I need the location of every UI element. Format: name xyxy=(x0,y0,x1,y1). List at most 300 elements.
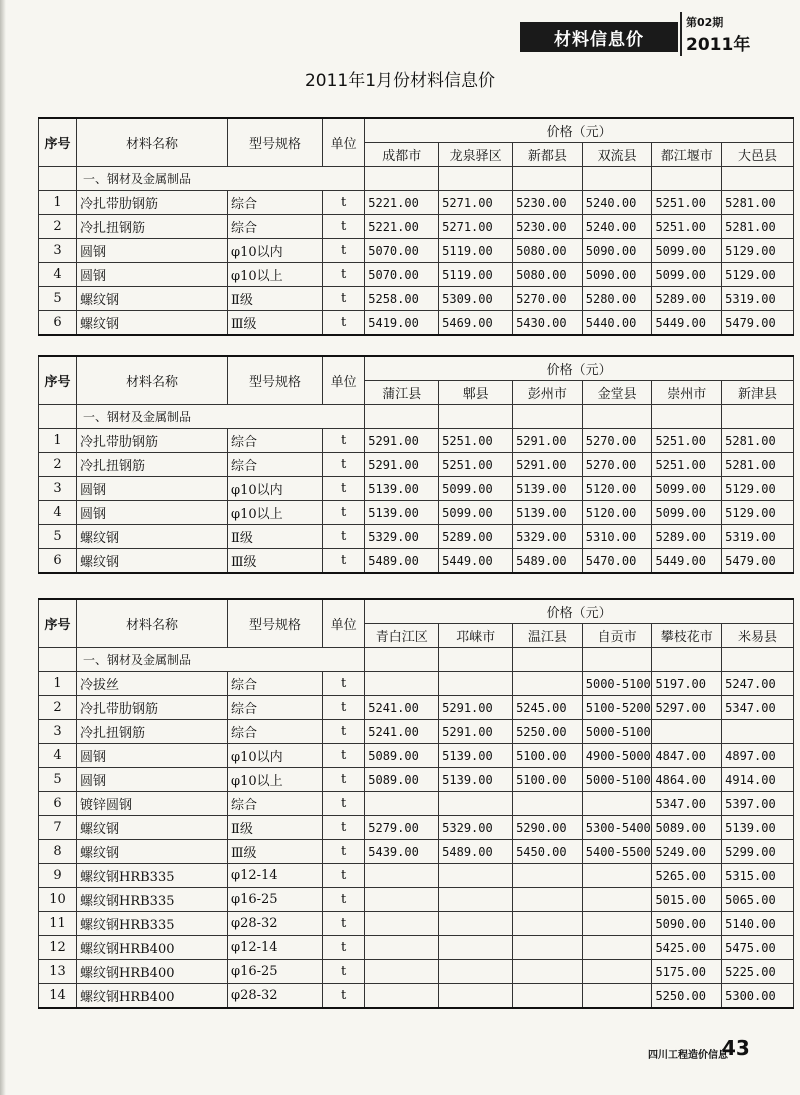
price-cell: 5300.00 xyxy=(722,984,794,1009)
material-spec: φ10以内 xyxy=(227,477,322,501)
material-name: 螺纹钢HRB335 xyxy=(77,912,228,936)
price-cell xyxy=(439,912,513,936)
table-row xyxy=(39,960,794,984)
empty-cell xyxy=(652,405,722,429)
price-cell: 4864.00 xyxy=(652,768,722,792)
unit-cell: t xyxy=(323,501,365,525)
material-spec: Ⅲ级 xyxy=(227,549,322,574)
price-cell xyxy=(513,672,583,696)
row-seq: 1 xyxy=(39,672,77,696)
price-cell: 5000-5100 xyxy=(582,672,652,696)
price-cell xyxy=(365,936,439,960)
section-label: 一、钢材及金属制品 xyxy=(77,648,365,672)
row-seq: 14 xyxy=(39,984,77,1009)
column-header-name: 材料名称 xyxy=(77,356,228,405)
price-cell: 5400-5500 xyxy=(582,840,652,864)
unit-cell: t xyxy=(323,840,365,864)
table-row xyxy=(39,239,794,263)
price-cell: 5099.00 xyxy=(439,501,513,525)
table-row xyxy=(39,215,794,239)
column-header-spec: 型号规格 xyxy=(227,118,322,167)
price-cell: 5469.00 xyxy=(439,311,513,336)
empty-cell xyxy=(513,405,583,429)
empty-cell xyxy=(722,167,794,191)
empty-cell xyxy=(582,648,652,672)
price-cell: 5265.00 xyxy=(652,864,722,888)
material-name: 冷扎带肋钢筋 xyxy=(77,191,228,215)
unit-cell: t xyxy=(323,912,365,936)
price-cell xyxy=(365,888,439,912)
material-spec: φ10以上 xyxy=(227,768,322,792)
price-cell: 5119.00 xyxy=(439,239,513,263)
row-seq: 3 xyxy=(39,477,77,501)
price-cell xyxy=(513,888,583,912)
price-cell: 5099.00 xyxy=(652,263,722,287)
section-row xyxy=(39,405,794,429)
material-spec: φ28-32 xyxy=(227,984,322,1009)
empty-cell xyxy=(365,648,439,672)
table-row xyxy=(39,696,794,720)
row-seq: 2 xyxy=(39,215,77,239)
price-cell xyxy=(439,960,513,984)
unit-cell: t xyxy=(323,239,365,263)
price-cell: 5119.00 xyxy=(439,263,513,287)
price-cell: 5129.00 xyxy=(722,477,794,501)
table-row xyxy=(39,720,794,744)
price-cell: 5000-5100 xyxy=(582,720,652,744)
price-cell: 5281.00 xyxy=(722,453,794,477)
material-spec: φ16-25 xyxy=(227,960,322,984)
price-cell xyxy=(439,864,513,888)
city-header: 温江县 xyxy=(513,624,583,648)
column-header-price: 价格（元） xyxy=(365,599,794,624)
material-spec: φ10以内 xyxy=(227,239,322,263)
price-cell: 5099.00 xyxy=(652,477,722,501)
price-cell xyxy=(439,888,513,912)
unit-cell: t xyxy=(323,816,365,840)
section-seq-cell xyxy=(39,405,77,429)
empty-cell xyxy=(582,167,652,191)
city-header: 双流县 xyxy=(582,143,652,167)
table-row xyxy=(39,311,794,336)
material-spec: Ⅱ级 xyxy=(227,287,322,311)
price-cell: 5299.00 xyxy=(722,840,794,864)
unit-cell: t xyxy=(323,768,365,792)
page-number: 43 xyxy=(722,1036,750,1060)
price-cell: 5129.00 xyxy=(722,239,794,263)
price-cell: 5129.00 xyxy=(722,263,794,287)
unit-cell: t xyxy=(323,215,365,239)
price-cell: 5319.00 xyxy=(722,287,794,311)
price-cell: 5070.00 xyxy=(365,239,439,263)
price-cell: 5139.00 xyxy=(513,477,583,501)
price-cell: 5139.00 xyxy=(513,501,583,525)
price-cell: 5309.00 xyxy=(439,287,513,311)
material-spec: Ⅱ级 xyxy=(227,816,322,840)
empty-cell xyxy=(365,405,439,429)
material-name: 螺纹钢 xyxy=(77,287,228,311)
material-name: 圆钢 xyxy=(77,768,228,792)
price-cell: 5099.00 xyxy=(439,477,513,501)
table-row xyxy=(39,816,794,840)
city-header: 米易县 xyxy=(722,624,794,648)
price-cell: 5270.00 xyxy=(513,287,583,311)
price-cell: 5479.00 xyxy=(722,311,794,336)
price-cell: 5241.00 xyxy=(365,696,439,720)
table-row xyxy=(39,549,794,574)
city-header: 成都市 xyxy=(365,143,439,167)
price-cell: 5080.00 xyxy=(513,239,583,263)
price-cell: 5090.00 xyxy=(582,239,652,263)
unit-cell: t xyxy=(323,672,365,696)
unit-cell: t xyxy=(323,960,365,984)
publication-name: 四川工程造价信息 xyxy=(648,1050,728,1061)
column-header-unit: 单位 xyxy=(323,356,365,405)
column-header-price: 价格（元） xyxy=(365,118,794,143)
material-spec: Ⅲ级 xyxy=(227,840,322,864)
price-cell xyxy=(513,936,583,960)
price-cell: 5240.00 xyxy=(582,191,652,215)
unit-cell: t xyxy=(323,429,365,453)
price-cell: 5440.00 xyxy=(582,311,652,336)
material-name: 圆钢 xyxy=(77,744,228,768)
material-spec: φ12-14 xyxy=(227,864,322,888)
price-cell: 5300-5400 xyxy=(582,816,652,840)
column-header-name: 材料名称 xyxy=(77,599,228,648)
city-header: 青白江区 xyxy=(365,624,439,648)
price-cell: 5449.00 xyxy=(652,549,722,574)
material-spec: 综合 xyxy=(227,696,322,720)
column-header-seq: 序号 xyxy=(39,599,77,648)
row-seq: 12 xyxy=(39,936,77,960)
price-cell xyxy=(722,720,794,744)
material-spec: φ16-25 xyxy=(227,888,322,912)
row-seq: 13 xyxy=(39,960,77,984)
price-cell: 5080.00 xyxy=(513,263,583,287)
empty-cell xyxy=(513,167,583,191)
section-label: 一、钢材及金属制品 xyxy=(77,167,365,191)
price-cell: 5015.00 xyxy=(652,888,722,912)
price-cell: 5251.00 xyxy=(652,429,722,453)
material-spec: φ10以内 xyxy=(227,744,322,768)
unit-cell: t xyxy=(323,549,365,574)
price-cell: 5291.00 xyxy=(365,453,439,477)
price-cell: 5090.00 xyxy=(582,263,652,287)
price-cell: 5270.00 xyxy=(582,453,652,477)
city-header: 邛崃市 xyxy=(439,624,513,648)
material-name: 螺纹钢 xyxy=(77,840,228,864)
price-cell: 5489.00 xyxy=(439,840,513,864)
price-cell xyxy=(513,864,583,888)
price-cell: 5297.00 xyxy=(652,696,722,720)
empty-cell xyxy=(722,648,794,672)
price-cell xyxy=(365,792,439,816)
row-seq: 1 xyxy=(39,429,77,453)
row-seq: 11 xyxy=(39,912,77,936)
unit-cell: t xyxy=(323,191,365,215)
price-cell: 5139.00 xyxy=(722,816,794,840)
section-row xyxy=(39,648,794,672)
table-row xyxy=(39,912,794,936)
row-seq: 8 xyxy=(39,840,77,864)
price-cell xyxy=(365,912,439,936)
material-spec: Ⅲ级 xyxy=(227,311,322,336)
price-cell: 5419.00 xyxy=(365,311,439,336)
material-spec: φ10以上 xyxy=(227,263,322,287)
price-cell: 5090.00 xyxy=(652,912,722,936)
price-cell: 5249.00 xyxy=(652,840,722,864)
price-cell: 5315.00 xyxy=(722,864,794,888)
price-cell: 5289.00 xyxy=(439,525,513,549)
price-cell: 5251.00 xyxy=(652,191,722,215)
price-cell: 4897.00 xyxy=(722,744,794,768)
material-spec: φ12-14 xyxy=(227,936,322,960)
column-header-name: 材料名称 xyxy=(77,118,228,167)
row-seq: 6 xyxy=(39,311,77,336)
material-name: 螺纹钢HRB400 xyxy=(77,936,228,960)
material-name: 镀锌圆钢 xyxy=(77,792,228,816)
price-cell: 5230.00 xyxy=(513,215,583,239)
city-header: 金堂县 xyxy=(582,381,652,405)
table-row xyxy=(39,936,794,960)
price-cell: 5250.00 xyxy=(652,984,722,1009)
city-header: 郫县 xyxy=(439,381,513,405)
price-cell: 5347.00 xyxy=(722,696,794,720)
unit-cell: t xyxy=(323,744,365,768)
price-cell: 5251.00 xyxy=(439,453,513,477)
row-seq: 4 xyxy=(39,263,77,287)
material-spec: 综合 xyxy=(227,215,322,239)
price-cell: 5251.00 xyxy=(652,453,722,477)
price-cell: 5258.00 xyxy=(365,287,439,311)
price-cell xyxy=(439,984,513,1009)
issue-number: 第02期 xyxy=(686,16,724,29)
price-cell: 5290.00 xyxy=(513,816,583,840)
city-header: 自贡市 xyxy=(582,624,652,648)
price-cell: 5319.00 xyxy=(722,525,794,549)
material-name: 螺纹钢HRB400 xyxy=(77,960,228,984)
table-header-row xyxy=(39,356,794,381)
unit-cell: t xyxy=(323,311,365,336)
price-cell xyxy=(582,960,652,984)
unit-cell: t xyxy=(323,888,365,912)
page-title: 2011年1月份材料信息价 xyxy=(304,71,496,91)
unit-cell: t xyxy=(323,792,365,816)
column-header-seq: 序号 xyxy=(39,118,77,167)
price-cell xyxy=(365,672,439,696)
empty-cell xyxy=(652,648,722,672)
unit-cell: t xyxy=(323,477,365,501)
price-cell: 5070.00 xyxy=(365,263,439,287)
empty-cell xyxy=(439,167,513,191)
price-table xyxy=(38,598,794,1009)
table-row xyxy=(39,768,794,792)
material-spec: 综合 xyxy=(227,792,322,816)
price-cell xyxy=(365,960,439,984)
price-cell: 5271.00 xyxy=(439,191,513,215)
price-cell: 5099.00 xyxy=(652,239,722,263)
price-cell: 5439.00 xyxy=(365,840,439,864)
price-cell: 5425.00 xyxy=(652,936,722,960)
material-name: 螺纹钢HRB335 xyxy=(77,864,228,888)
material-name: 螺纹钢HRB400 xyxy=(77,984,228,1009)
price-cell: 5281.00 xyxy=(722,429,794,453)
unit-cell: t xyxy=(323,864,365,888)
price-cell xyxy=(439,672,513,696)
unit-cell: t xyxy=(323,936,365,960)
price-cell: 5230.00 xyxy=(513,191,583,215)
price-cell: 5449.00 xyxy=(652,311,722,336)
row-seq: 6 xyxy=(39,549,77,574)
price-cell: 5221.00 xyxy=(365,191,439,215)
price-cell: 5450.00 xyxy=(513,840,583,864)
price-cell: 5245.00 xyxy=(513,696,583,720)
material-spec: 综合 xyxy=(227,453,322,477)
city-header: 都江堰市 xyxy=(652,143,722,167)
unit-cell: t xyxy=(323,453,365,477)
material-spec: φ10以上 xyxy=(227,501,322,525)
price-cell: 5139.00 xyxy=(365,477,439,501)
price-cell: 5089.00 xyxy=(365,768,439,792)
table-row xyxy=(39,525,794,549)
price-cell: 5089.00 xyxy=(652,816,722,840)
price-cell: 5329.00 xyxy=(513,525,583,549)
price-cell: 5221.00 xyxy=(365,215,439,239)
unit-cell: t xyxy=(323,720,365,744)
material-spec: 综合 xyxy=(227,672,322,696)
price-cell: 5397.00 xyxy=(722,792,794,816)
price-cell xyxy=(582,792,652,816)
material-spec: 综合 xyxy=(227,720,322,744)
table-row xyxy=(39,191,794,215)
table-row xyxy=(39,864,794,888)
price-cell: 5100.00 xyxy=(513,744,583,768)
price-cell: 5197.00 xyxy=(652,672,722,696)
price-cell: 5240.00 xyxy=(582,215,652,239)
table-row xyxy=(39,263,794,287)
unit-cell: t xyxy=(323,263,365,287)
price-cell xyxy=(513,912,583,936)
row-seq: 10 xyxy=(39,888,77,912)
material-name: 圆钢 xyxy=(77,477,228,501)
material-name: 圆钢 xyxy=(77,501,228,525)
price-cell: 5291.00 xyxy=(365,429,439,453)
price-cell: 5100.00 xyxy=(513,768,583,792)
price-cell: 4847.00 xyxy=(652,744,722,768)
empty-cell xyxy=(582,405,652,429)
row-seq: 3 xyxy=(39,239,77,263)
row-seq: 2 xyxy=(39,696,77,720)
table-row xyxy=(39,287,794,311)
material-name: 冷扎扭钢筋 xyxy=(77,720,228,744)
material-name: 螺纹钢 xyxy=(77,816,228,840)
price-cell: 5225.00 xyxy=(722,960,794,984)
price-cell: 5241.00 xyxy=(365,720,439,744)
price-cell xyxy=(582,888,652,912)
material-name: 冷扎带肋钢筋 xyxy=(77,429,228,453)
price-cell xyxy=(513,960,583,984)
row-seq: 5 xyxy=(39,525,77,549)
price-cell xyxy=(439,936,513,960)
price-cell: 5291.00 xyxy=(439,720,513,744)
table-row xyxy=(39,429,794,453)
price-cell: 5291.00 xyxy=(513,453,583,477)
price-cell: 5139.00 xyxy=(365,501,439,525)
section-seq-cell xyxy=(39,648,77,672)
price-cell: 5289.00 xyxy=(652,525,722,549)
price-cell: 5271.00 xyxy=(439,215,513,239)
row-seq: 4 xyxy=(39,744,77,768)
price-cell: 5280.00 xyxy=(582,287,652,311)
material-name: 螺纹钢 xyxy=(77,549,228,574)
price-cell: 5489.00 xyxy=(513,549,583,574)
price-cell: 5251.00 xyxy=(652,215,722,239)
price-table xyxy=(38,355,794,574)
unit-cell: t xyxy=(323,525,365,549)
column-header-price: 价格（元） xyxy=(365,356,794,381)
table-header-row xyxy=(39,118,794,143)
row-seq: 3 xyxy=(39,720,77,744)
city-header: 大邑县 xyxy=(722,143,794,167)
row-seq: 6 xyxy=(39,792,77,816)
material-name: 冷拔丝 xyxy=(77,672,228,696)
price-table xyxy=(38,117,794,336)
empty-cell xyxy=(365,167,439,191)
material-name: 冷扎扭钢筋 xyxy=(77,453,228,477)
table-header-row xyxy=(39,599,794,624)
material-spec: 综合 xyxy=(227,191,322,215)
price-cell: 5310.00 xyxy=(582,525,652,549)
empty-cell xyxy=(439,648,513,672)
price-cell: 5100-5200 xyxy=(582,696,652,720)
table-row xyxy=(39,984,794,1009)
row-seq: 4 xyxy=(39,501,77,525)
table-row xyxy=(39,477,794,501)
price-cell xyxy=(513,792,583,816)
city-header: 蒲江县 xyxy=(365,381,439,405)
material-name: 冷扎带肋钢筋 xyxy=(77,696,228,720)
price-cell: 5329.00 xyxy=(439,816,513,840)
price-cell: 5279.00 xyxy=(365,816,439,840)
empty-cell xyxy=(652,167,722,191)
city-header: 崇州市 xyxy=(652,381,722,405)
price-cell: 5140.00 xyxy=(722,912,794,936)
material-name: 圆钢 xyxy=(77,239,228,263)
material-name: 螺纹钢HRB335 xyxy=(77,888,228,912)
empty-cell xyxy=(722,405,794,429)
material-name: 圆钢 xyxy=(77,263,228,287)
price-cell: 5000-5100 xyxy=(582,768,652,792)
price-cell: 4914.00 xyxy=(722,768,794,792)
price-cell: 5291.00 xyxy=(439,696,513,720)
material-name: 冷扎扭钢筋 xyxy=(77,215,228,239)
header-divider xyxy=(680,12,682,56)
table-row xyxy=(39,501,794,525)
material-name: 螺纹钢 xyxy=(77,311,228,336)
section-seq-cell xyxy=(39,167,77,191)
material-name: 螺纹钢 xyxy=(77,525,228,549)
column-header-spec: 型号规格 xyxy=(227,599,322,648)
price-cell xyxy=(582,984,652,1009)
material-spec: 综合 xyxy=(227,429,322,453)
row-seq: 1 xyxy=(39,191,77,215)
section-row xyxy=(39,167,794,191)
price-cell: 5247.00 xyxy=(722,672,794,696)
price-cell: 5291.00 xyxy=(513,429,583,453)
unit-cell: t xyxy=(323,984,365,1009)
city-header: 攀枝花市 xyxy=(652,624,722,648)
price-cell: 5281.00 xyxy=(722,215,794,239)
